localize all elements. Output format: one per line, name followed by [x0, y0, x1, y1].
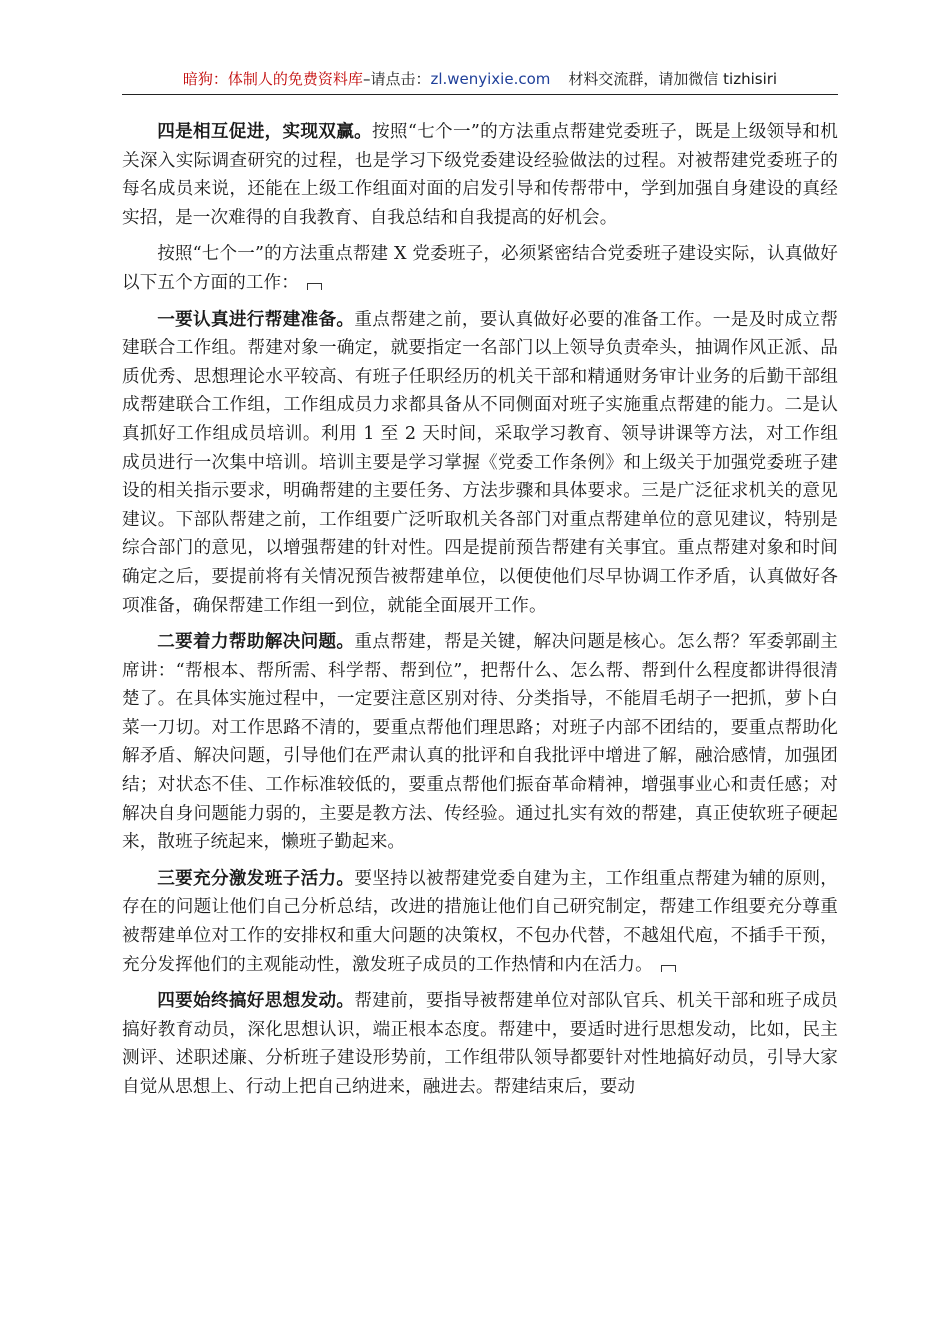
paragraph-lead: 四要始终搞好思想发动。 — [157, 991, 355, 1012]
paragraph-mark-icon — [307, 283, 322, 290]
paragraph-text: 重点帮建之前，要认真做好必要的准备工作。一是及时成立帮建联合工作组。帮建对象一确定，就要指定一名部门以上领导负责牵头，抽调作风正派、品质优秀、思想理论水平较高、有班子任职经历的机关干部和精通财务审计业务的后勤干部组成帮建联合工作组，工作组成员力求都具备从不同侧面对班子实施重点帮建的能力。二是认真抓好工作组成员培训。利用 1 至 2 天时间，采取学习教育、领导讲课等方法，对工作组成员进行一次集中培训。培训主要是学习掌握《党委工作条例》和上级关于加强党委班子建设的相关指示要求，明确帮建的主要任务、方法步骤和具体要求。三是广泛征求机关的意见建议。下部队帮建之前，工作组要广泛听取机关各部门对重点帮建单位的意见建议，特别是综合部门的意见，以增强帮建的针对性。四是提前预告帮建有关事宜。重点帮建对象和时间确定之后，要提前将有关情况预告被帮建单位，以便使他们尽早协调工作矛盾，认真做好各项准备，确保帮建工作组一到位，就能全面展开工作。 — [122, 309, 838, 616]
paragraph-solve-problems — [122, 628, 838, 857]
paragraph-lead: 三要充分激发班子活力。 — [157, 868, 355, 889]
paragraph-mark-icon — [661, 965, 676, 972]
paragraph-text: 重点帮建，帮是关键，解决问题是核心。怎么帮？军委郭副主席讲：“帮根本、帮所需、科学帮、帮到位”，把帮什么、怎么帮、帮到什么程度都讲得很清楚了。在具体实施过程中，一定要注意区别对待、分类指导，不能眉毛胡子一把抓，萝卜白菜一刀切。对工作思路不清的，要重点帮他们理思路；对班子内部不团结的，要重点帮助化解矛盾、解决问题，引导他们在严肃认真的批评和自我批评中增进了解，融洽感情，加强团结；对状态不佳、工作标准较低的，要重点帮他们振奋革命精神，增强事业心和责任感；对解决自身问题能力弱的，主要是教方法、传经验。通过扎实有效的帮建，真正使软班子硬起来，散班子统起来，懒班子勤起来。 — [122, 632, 838, 853]
header-url-link[interactable]: zl.wenyixie.com — [430, 70, 551, 88]
paragraph-mutual-promotion — [122, 118, 838, 232]
header-site-name[interactable]: 暗狗：体制人的免费资料库 — [182, 70, 363, 88]
paragraph-text: 按照“七个一”的方法重点帮建 X 党委班子，必须紧密结合党委班子建设实际，认真做好以下五个方面的工作： — [122, 244, 838, 293]
paragraph-text: 要坚持以被帮建党委自建为主，工作组重点帮建为辅的原则，存在的问题让他们自己分析总结，改进的措施让他们自己研究制定，帮建工作组要充分尊重被帮建单位对工作的安排权和重大问题的决策权，不包办代替，不越俎代庖，不插手干预，充分发挥他们的主观能动性，激发班子成员的工作热情和内在活力。 — [122, 868, 838, 975]
header-click-prompt: –请点击： — [362, 70, 431, 88]
paragraph-lead: 四是相互促进，实现双赢。 — [157, 122, 373, 142]
paragraph-ideological-mobilization — [122, 987, 838, 1101]
paragraph-team-vitality — [122, 865, 838, 979]
paragraph-text: 按照“七个一”的方法重点帮建党委班子，既是上级领导和机关深入实际调查研究的过程，也是学习下级党委建设经验做法的过程。对被帮建党委班子的每名成员来说，还能在上级工作组面对面的启发引导和传帮带中，学到加强自身建设的真经实招，是一次难得的自我教育、自我总结和自我提高的好机会。 — [122, 122, 838, 228]
document-body — [122, 118, 838, 1110]
page-header — [122, 66, 838, 95]
paragraph-intro-five-aspects — [122, 240, 838, 297]
paragraph-lead: 二要着力帮助解决问题。 — [157, 632, 355, 653]
paragraph-text: 帮建前，要指导被帮建单位对部队官兵、机关干部和班子成员搞好教育动员，深化思想认识，端正根本态度。帮建中，要适时进行思想发动，比如，民主测评、述职述廉、分析班子建设形势前，工作组带队领导都要针对性地搞好动员，引导大家自觉从思想上、行动上把自己纳进来，融进去。帮建结束后，要动 — [122, 991, 838, 1097]
header-wechat-note: 材料交流群，请加微信 tizhisiri — [568, 70, 778, 88]
paragraph-lead: 一要认真进行帮建准备。 — [157, 309, 355, 330]
paragraph-preparation — [122, 306, 838, 621]
